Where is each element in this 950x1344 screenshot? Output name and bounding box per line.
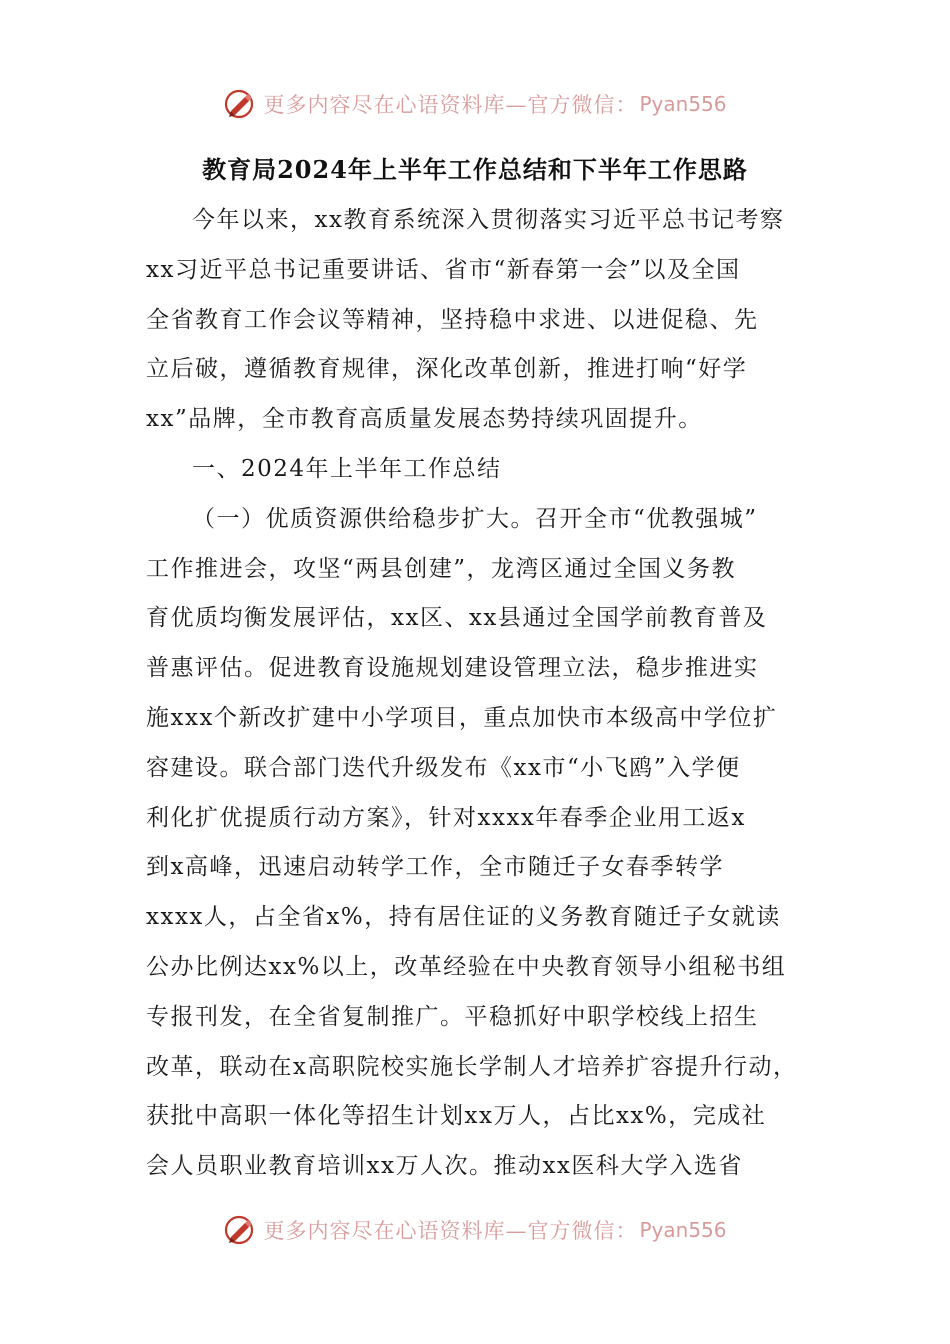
body-text-line: （一）优质资源供给稳步扩大。召开全市“优教强城” (192, 505, 758, 532)
body-text-line: 今年以来，xx教育系统深入贯彻落实习近平总书记考察 (192, 207, 785, 233)
body-text-line: 容建设。联合部门迭代升级发布《xx市“小飞鸥”入学便 (146, 754, 741, 781)
body-text-line: 育优质均衡发展评估，xx区、xx县通过全国学前教育普及 (146, 605, 768, 632)
pen-logo-icon (223, 1213, 257, 1247)
body-text-line: xx习近平总书记重要讲话、省市“新春第一会”以及全国 (146, 256, 741, 283)
body-text-line: 公办比例达xx%以上，改革经验在中央教育领导小组秘书组 (146, 953, 787, 980)
body-text-line: 获批中高职一体化等招生计划xx万人，占比xx%，完成社 (146, 1103, 767, 1130)
body-text-line: 专报刊发，在全省复制推广。平稳抓好中职学校线上招生 (146, 1003, 759, 1030)
document-body (146, 196, 826, 1192)
watermark-banner-bottom (0, 1210, 950, 1250)
body-text-line: 立后破，遵循教育规律，深化改革创新，推进打响“好学 (146, 356, 748, 383)
watermark-id: Pyan556 (639, 92, 727, 116)
watermark-text: 更多内容尽在心语资料库—官方微信： (263, 1219, 638, 1243)
body-text-line: xx”品牌，全市教育高质量发展态势持续巩固提升。 (146, 406, 703, 433)
body-text-line: 工作推进会，攻坚“两县创建”，龙湾区通过全国义务教 (146, 555, 737, 582)
body-text-line: 施xxx个新改扩建中小学项目，重点加快市本级高中学位扩 (146, 704, 778, 731)
body-text-line: 普惠评估。促进教育设施规划建设管理立法，稳步推进实 (146, 655, 759, 682)
body-text-line: 改革，联动在x高职院校实施长学制人才培养扩容提升行动， (146, 1053, 798, 1080)
body-text-line: 会人员职业教育培训xx万人次。推动xx医科大学入选省 (146, 1153, 743, 1180)
watermark-banner-top (0, 84, 950, 124)
body-text-line: 一、2024年上半年工作总结 (192, 455, 502, 482)
body-text-line: 全省教育工作会议等精神，坚持稳中求进、以进促稳、先 (146, 306, 759, 333)
document-title: 教育局2024年上半年工作总结和下半年工作思路 (202, 155, 748, 184)
watermark-text: 更多内容尽在心语资料库—官方微信： (263, 93, 638, 117)
pen-logo-icon (223, 87, 257, 121)
body-text-line: 到x高峰，迅速启动转学工作，全市随迁子女春季转学 (146, 854, 724, 881)
watermark-id: Pyan556 (639, 1218, 727, 1242)
body-text-line: xxxx人，占全省x%，持有居住证的义务教育随迁子女就读 (146, 904, 781, 931)
body-text-line: 利化扩优提质行动方案》，针对xxxx年春季企业用工返x (146, 804, 746, 831)
